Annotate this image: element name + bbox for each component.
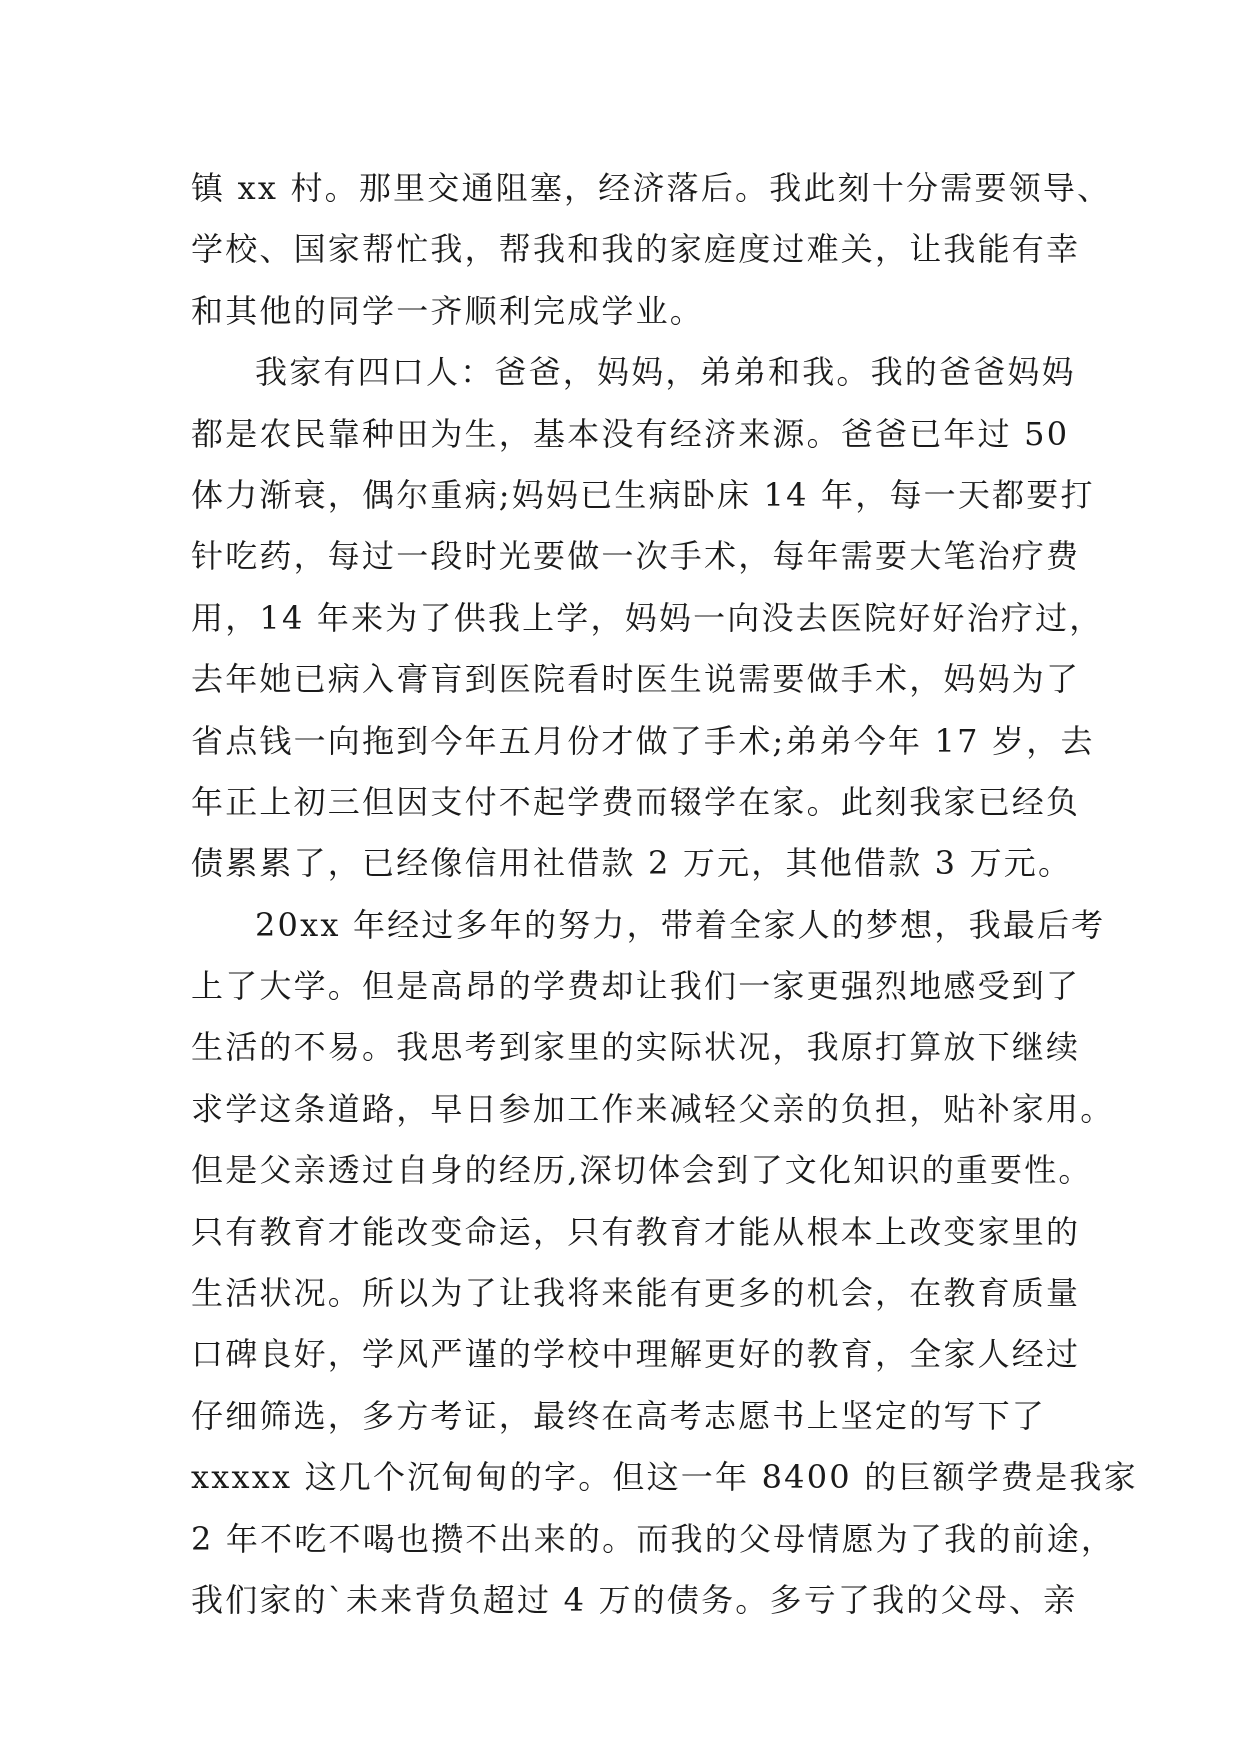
text-line: 2 年不吃不喝也攒不出来的。而我的父母情愿为了我的前途， bbox=[191, 1519, 1116, 1558]
text-line: 体力渐衰，偶尔重病;妈妈已生病卧床 14 年，每一天都要打 bbox=[191, 475, 1095, 514]
text-line: 求学这条道路，早日参加工作来减轻父亲的负担，贴补家用。 bbox=[191, 1089, 1115, 1128]
text-line: 针吃药，每过一段时光要做一次手术，每年需要大笔治疗费 bbox=[191, 537, 1081, 576]
text-line: 都是农民靠种田为生，基本没有经济来源。爸爸已年过 50 bbox=[191, 414, 1070, 453]
text-line: 债累累了，已经像信用社借款 2 万元，其他借款 3 万元。 bbox=[191, 844, 1073, 883]
text-line: 镇 xx 村。那里交通阻塞，经济落后。我此刻十分需要领导、 bbox=[191, 169, 1112, 207]
text-line: 学校、国家帮忙我，帮我和我的家庭度过难关，让我能有幸 bbox=[191, 230, 1081, 269]
text-line: 但是父亲透过自身的经历,深切体会到了文化知识的重要性。 bbox=[191, 1151, 1093, 1190]
text-line: 生活状况。所以为了让我将来能有更多的机会，在教育质量 bbox=[191, 1274, 1081, 1313]
text-line: 上了大学。但是高昂的学费却让我们一家更强烈地感受到了 bbox=[191, 967, 1081, 1006]
text-line: 去年她已病入膏肓到医院看时医生说需要做手术，妈妈为了 bbox=[191, 660, 1081, 699]
text-line: xxxxx 这几个沉甸甸的字。但这一年 8400 的巨额学费是我家 bbox=[191, 1458, 1138, 1497]
text-line: 只有教育才能改变命运，只有教育才能从根本上改变家里的 bbox=[191, 1212, 1081, 1251]
text-line: 和其他的同学一齐顺利完成学业。 bbox=[191, 291, 705, 330]
text-line: 用，14 年来为了供我上学，妈妈一向没去医院好好治疗过， bbox=[191, 598, 1104, 637]
text-line: 我们家的`未来背负超过 4 万的债务。多亏了我的父母、亲 bbox=[191, 1580, 1078, 1619]
text-line: 仔细筛选，多方考证，最终在高考志愿书上坚定的写下了 bbox=[191, 1396, 1047, 1435]
text-line: 年正上初三但因支付不起学费而辍学在家。此刻我家已经负 bbox=[191, 782, 1081, 821]
paragraph-first-line: 我家有四口人：爸爸，妈妈，弟弟和我。我的爸爸妈妈 bbox=[255, 353, 1076, 392]
text-line: 省点钱一向拖到今年五月份才做了手术;弟弟今年 17 岁，去 bbox=[191, 721, 1095, 760]
text-line: 口碑良好，学风严谨的学校中理解更好的教育，全家人经过 bbox=[191, 1335, 1081, 1374]
paragraph-first-line: 20xx 年经过多年的努力，带着全家人的梦想，我最后考 bbox=[255, 905, 1106, 944]
text-line: 生活的不易。我思考到家里的实际状况，我原打算放下继续 bbox=[191, 1028, 1081, 1067]
body-text bbox=[191, 158, 1138, 1631]
